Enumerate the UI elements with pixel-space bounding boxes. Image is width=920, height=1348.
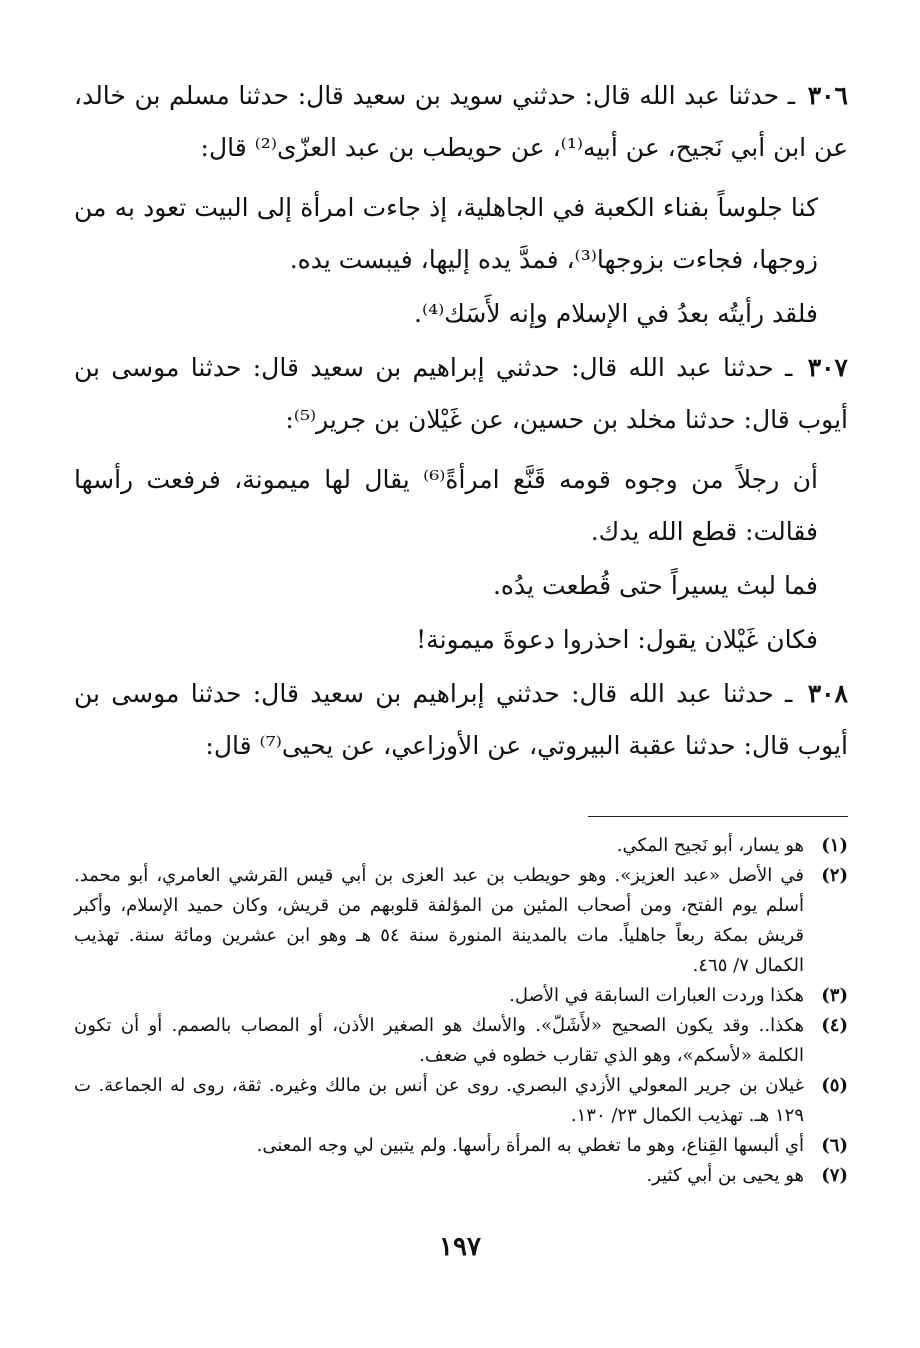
- footnote: [74, 1161, 848, 1191]
- footnote-number: (٦): [821, 1135, 848, 1156]
- footnote: [74, 1011, 848, 1071]
- footnote-number: (٢): [821, 865, 848, 886]
- hadith-matn: [74, 182, 848, 340]
- footnote-text: أي ألبسها القِناع، وهو ما تغطي به المرأة رأسها. ولم يتبين لي وجه المعنى.: [256, 1135, 804, 1156]
- footnote: [74, 981, 848, 1011]
- isnad-text: ـ حدثنا عبد الله قال: حدثني إبراهيم بن سعيد قال: حدثنا موسى بن أيوب قال: حدثنا مخلد بن حسين، عن غَيْلان بن جرير⁽⁵⁾:: [74, 353, 848, 434]
- footnotes: [74, 831, 848, 1191]
- hadith-number: ٣٠٧: [807, 353, 848, 382]
- isnad-text: ـ حدثنا عبد الله قال: حدثني إبراهيم بن سعيد قال: حدثنا موسى بن أيوب قال: حدثنا عقبة البيروتي، عن الأوزاعي، عن يحيى⁽⁷⁾ قال:: [74, 679, 848, 760]
- footnote: [74, 1131, 848, 1161]
- footnote-text: غيلان بن جرير المعولي الأزدي البصري. روى عن أنس بن مالك وغيره. ثقة، روى له الجماعة. ت ١٢٩ هـ. تهذيب الكمال ٢٣/ ١٣٠.: [74, 1075, 804, 1126]
- matn-paragraph: فما لبث يسيراً حتى قُطعت يدُه.: [492, 571, 818, 600]
- footnote: [74, 861, 848, 981]
- footnote-number: (٣): [821, 985, 848, 1006]
- hadith-308: [74, 668, 848, 772]
- footnote-text: هو يحيى بن أبي كثير.: [646, 1165, 804, 1186]
- footnote-number: (٤): [821, 1015, 848, 1036]
- hadith-isnad: [74, 342, 848, 446]
- matn-paragraph: فلقد رأيتُه بعدُ في الإسلام وإنه لأَسَك⁽⁴⁾.: [414, 299, 818, 328]
- main-text: [74, 70, 848, 772]
- footnote: [74, 831, 848, 861]
- hadith-isnad: [74, 70, 848, 174]
- hadith-number: ٣٠٨: [807, 679, 848, 708]
- isnad-text: ـ حدثنا عبد الله قال: حدثني سويد بن سعيد قال: حدثنا مسلم بن خالد، عن ابن أبي نَجيح، عن أبيه⁽¹⁾، عن حويطب بن عبد العزّى⁽²⁾ قال:: [74, 81, 848, 162]
- footnote-text: في الأصل «عبد العزيز». وهو حويطب بن عبد العزى بن أبي قيس القرشي العامري، أبو محمد. أسلم يوم الفتح، ومن أصحاب المئين من المؤلفة قلوبهم من قريش، وكان حميد الإسلام، وأكبر قريش بمكة ربعاً جاهلياً. مات بالمدينة المنورة سنة ٥٤ هـ وهو ابن عشرين ومائة سنة. تهذيب الكمال ٧/ ٤٦٥.: [74, 865, 804, 976]
- hadith-306: [74, 70, 848, 340]
- hadith-number: ٣٠٦: [807, 81, 848, 110]
- matn-paragraph: أن رجلاً من وجوه قومه قَنَّع امرأةً⁽⁶⁾ يقال لها ميمونة، فرفعت رأسها فقالت: قطع الله يدك.: [74, 465, 818, 546]
- matn-paragraph: فكان غَيْلان يقول: احذروا دعوةَ ميمونة!: [416, 625, 818, 654]
- footnote-number: (٥): [821, 1075, 848, 1096]
- page-number: ١٩٧: [439, 1232, 481, 1262]
- hadith-307: [74, 342, 848, 666]
- matn-paragraph: كنا جلوساً بفناء الكعبة في الجاهلية، إذ جاءت امرأة إلى البيت تعود به من زوجها، فجاءت بزوجها⁽³⁾، فمدَّ يده إليها، فيبست يده.: [74, 193, 818, 274]
- footnote-text: هو يسار، أبو نَجيح المكي.: [616, 835, 804, 856]
- hadith-matn: [74, 454, 848, 666]
- hadith-isnad: [74, 668, 848, 772]
- footnote-number: (١): [821, 835, 848, 856]
- footnote-number: (٧): [821, 1165, 848, 1186]
- footnote: [74, 1071, 848, 1131]
- footnote-separator: [588, 816, 848, 817]
- footnote-text: هكذا وردت العبارات السابقة في الأصل.: [509, 985, 804, 1006]
- footnote-text: هكذا.. وقد يكون الصحيح «لأَشَلّ». والأسك هو الصغير الأذن، أو المصاب بالصمم. أو أن تكون الكلمة «لأسكم»، وهو الذي تقارب خطوه في ضعف.: [74, 1015, 804, 1066]
